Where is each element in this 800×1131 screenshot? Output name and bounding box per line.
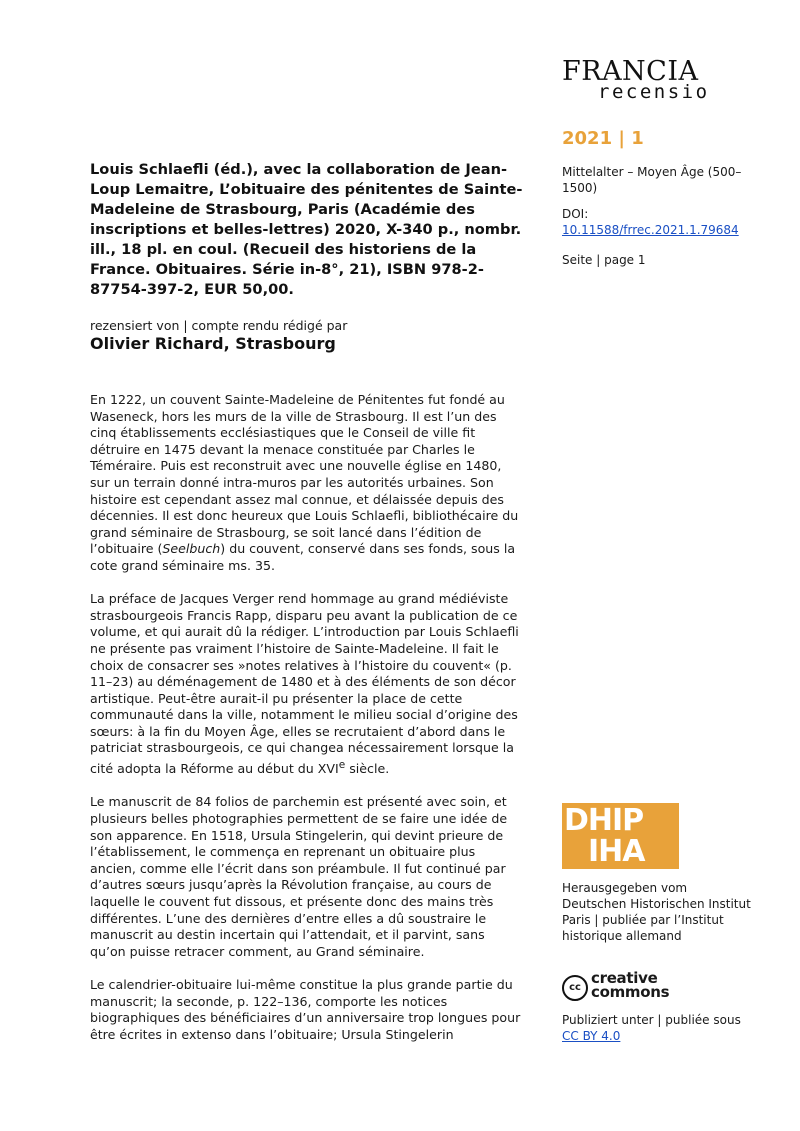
issue-number: 2021 | 1	[562, 128, 644, 149]
page-number: Seite | page 1	[562, 253, 646, 267]
review-body	[90, 392, 522, 1060]
reviewer-label: rezensiert von | compte rendu rédigé par	[90, 318, 348, 333]
license-link[interactable]: CC BY 4.0	[562, 1029, 621, 1043]
paragraph-1: En 1222, un couvent Sainte-Madeleine de Pénitentes fut fondé au Waseneck, hors les murs de la ville de Strasbourg. Il est l’un des cinq établissements ecclésiastiques que le Conseil de ville fit détruire en 1475 devant la menace constituée par Charles le Téméraire. Puis est reconstruit avec une nouvelle église en 1480, sur un terrain donné intra-muros par les autorités urbaines. Son histoire est cependant assez mal connue, et délaissée depuis des décennies. Il est donc heureux que Louis Schlaefli, bibliothécaire du grand séminaire de Strasbourg, se soit lancé dans l’édition de l’obituaire (Seelbuch) du couvent, conservé dans ses fonds, sous la cote grand séminaire ms. 35.	[90, 392, 519, 573]
paragraph-3: Le manuscrit de 84 folios de parchemin est présenté avec soin, et plusieurs belles photographies permettent de se faire une idée de son apparence. En 1518, Ursula Stingelerin, qui devint prieure de l’établissement, le commença en reprenant un obituaire plus ancien, comme elle l’écrit dans son préambule. Il fut continué par d’autres sœurs jusqu’après la Révolution française, au cours de laquelle le couvent fut dissous, et présente donc des mains très différentes. L’une des dernières d’entre elles a dû soustraire le manuscrit au destin incertain qui l’attendait, et il parvint, sans qu’on puisse retracer comment, au Grand séminaire.	[90, 794, 508, 959]
dhip-logo-text: DHIP	[564, 803, 644, 838]
doi-link[interactable]: 10.11588/frrec.2021.1.79684	[562, 223, 739, 237]
review-title: Louis Schlaefli (éd.), avec la collaboration de Jean-Loup Lemaitre, L’obituaire des pénitentes de Sainte-Madeleine de Strasbourg, Paris (Académie des inscriptions et belles-lettres) 2020, X-340 p., nombr. ill., 18 pl. en coul. (Recueil des historiens de la France. Obituaires. Série in-8°, 21), ISBN 978-2-87754-397-2, EUR 50,00.	[90, 161, 523, 298]
publisher-caption: Herausgegeben vom Deutschen Historischen Institut Paris | publiée par l’Institut historique allemand	[562, 881, 751, 943]
doi-label: DOI:	[562, 207, 589, 221]
cc-word-creative: creative	[591, 969, 658, 987]
paragraph-2: La préface de Jacques Verger rend hommage au grand médiéviste strasbourgeois Francis Rapp, disparu peu avant la publication de ce volume, et qui aurait dû la rédiger. L’introduction par Louis Schlaefli ne présente pas vraiment l’histoire de Sainte-Madeleine. Il fait le choix de consacrer ses »notes relatives à l’histoire du couvent« (p. 11–23) au déménagement de 1480 et à des éléments de son décor artistique. Peut-être aurait-il pu présenter la place de cette communauté dans la ville, notamment le milieu social d’origine des sœurs: à la fin du Moyen Âge, elles se recrutaient d’abord dans le patriciat strasbourgeois, ce qui changea nécessairement lorsque la cité adopta la Réforme au début du XVIe siècle.	[90, 591, 519, 777]
dhip-iha-logo	[562, 803, 679, 869]
seelbuch-italic: Seelbuch	[162, 541, 221, 557]
cc-word-commons: commons	[591, 983, 670, 1001]
reviewer-name: Olivier Richard, Strasbourg	[90, 334, 336, 353]
category-label: Mittelalter – Moyen Âge (500–1500)	[562, 165, 742, 195]
logo-recensio-text: recensio	[598, 81, 710, 103]
license-label: Publiziert unter | publiée sous	[562, 1013, 741, 1027]
cc-icon: cc	[562, 975, 588, 1001]
francia-recensio-logo	[562, 58, 722, 102]
paragraph-4: Le calendrier-obituaire lui-même constitue la plus grande partie du manuscrit; la seconde, p. 122–136, comporte les notices biographiques des bénéficiaires d’un anniversaire trop longues pour être écrites in extenso dans l’obituaire; Ursula Stingelerin	[90, 976, 521, 1042]
logo-francia-text: FRANCIA	[562, 56, 699, 87]
creative-commons-logo	[562, 969, 702, 1002]
iha-logo-text: IHA	[588, 834, 645, 869]
